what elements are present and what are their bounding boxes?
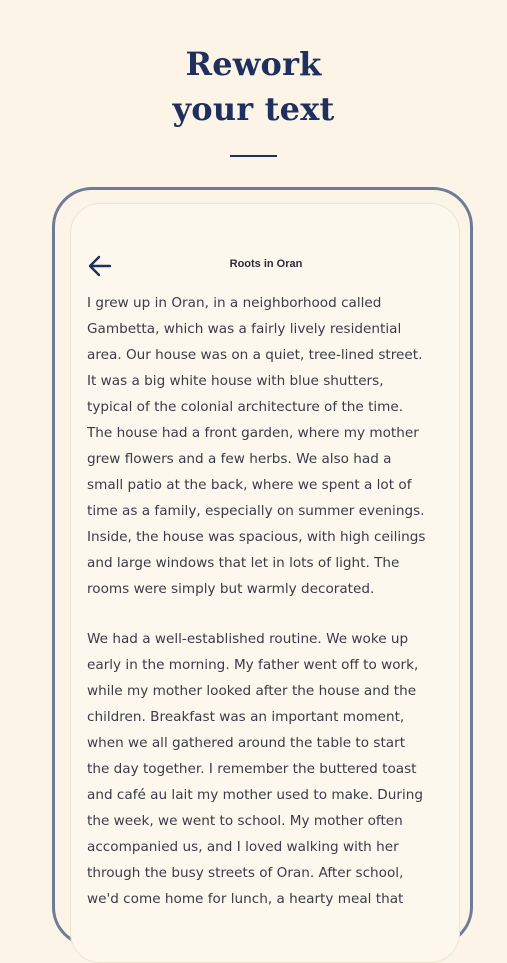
story-line: and café au lait my mother used to make. During — [87, 787, 423, 803]
hero-title-line-1: Rework — [185, 45, 322, 83]
story-line: children. Breakfast was an important moment, — [87, 709, 405, 725]
screen-title: Roots in Oran — [229, 258, 303, 270]
hero-title-line-2: your text — [172, 90, 335, 128]
story-line: the week, we went to school. My mother often — [87, 813, 403, 829]
story-paragraph-2 — [87, 626, 449, 912]
story-line: early in the morning. My father went off to work, — [87, 657, 419, 673]
story-line: grew flowers and a few herbs. We also had a — [87, 451, 392, 467]
story-text — [87, 290, 449, 936]
story-line: time as a family, especially on summer evenings. — [87, 503, 425, 519]
story-line: while my mother looked after the house and the — [87, 683, 417, 699]
story-paragraph-1 — [87, 290, 449, 602]
app-header — [71, 249, 460, 283]
story-line: The house had a front garden, where my mother — [87, 425, 419, 441]
hero-divider — [230, 155, 277, 157]
story-line: and large windows that let in lots of light. The — [87, 555, 400, 571]
story-line: Inside, the house was spacious, with high ceilings — [87, 529, 426, 545]
story-line: through the busy streets of Oran. After school, — [87, 865, 404, 881]
story-line: accompanied us, and I loved walking with her — [87, 839, 399, 855]
story-line: We had a well-established routine. We woke up — [87, 631, 409, 647]
story-line: rooms were simply but warmly decorated. — [87, 581, 375, 597]
story-line: small patio at the back, where we spent a lot of — [87, 477, 412, 493]
story-line: It was a big white house with blue shutters, — [87, 373, 384, 389]
story-line: typical of the colonial architecture of the time. — [87, 399, 404, 415]
story-line: area. Our house was on a quiet, tree-lined street. — [87, 347, 423, 363]
story-line: I grew up in Oran, in a neighborhood called — [87, 295, 382, 311]
story-line: Gambetta, which was a fairly lively residential — [87, 321, 402, 337]
story-line: we'd come home for lunch, a hearty meal that — [87, 891, 404, 907]
story-line: when we all gathered around the table to start — [87, 735, 406, 751]
phone-screen — [70, 203, 460, 963]
story-line: the day together. I remember the buttered toast — [87, 761, 417, 777]
hero-title — [0, 42, 507, 132]
